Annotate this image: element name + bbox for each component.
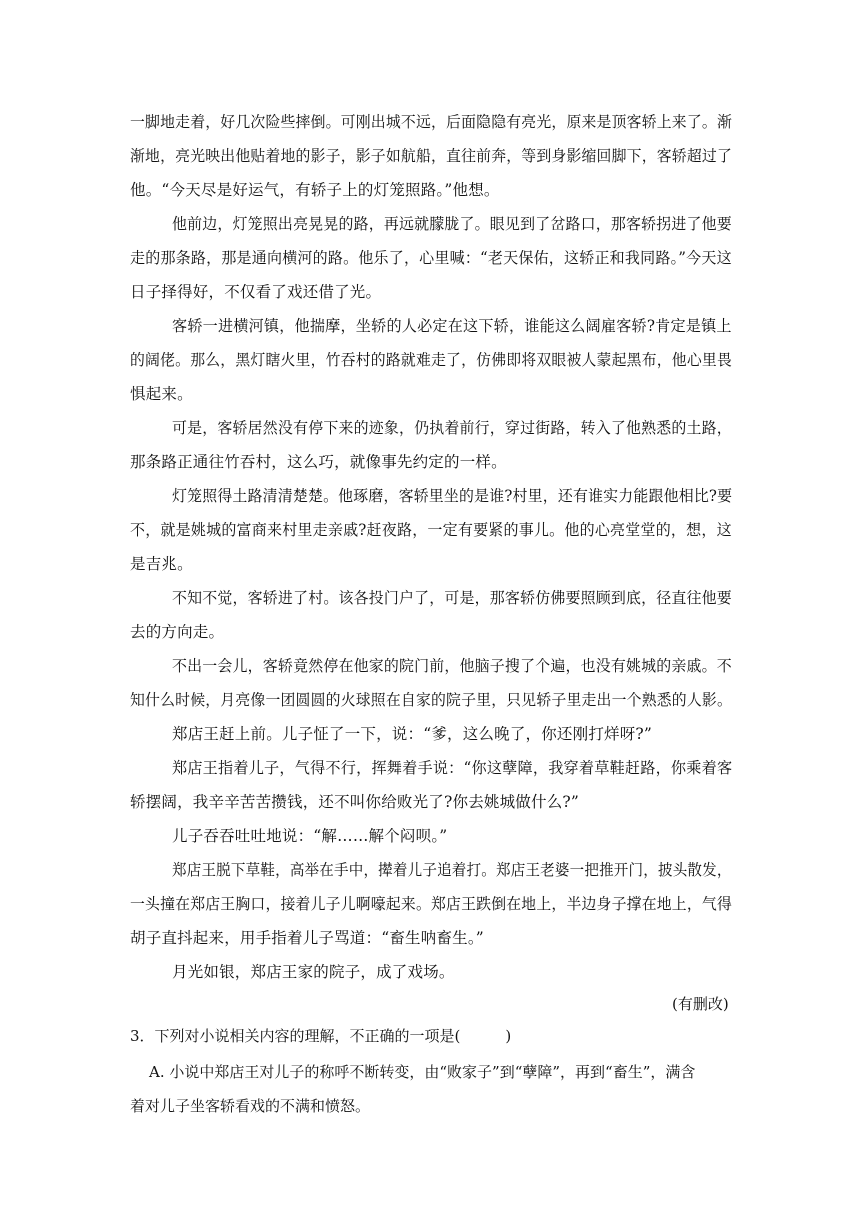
text-line: 郑店王赶上前。儿子怔了一下，说：“爹，这么晚了，你还刚打烊呀?” — [172, 725, 653, 743]
text-line: 客轿一进横河镇，他揣摩，坐轿的人必定在这下轿，谁能这么阔雇客轿?肯定是镇上 — [172, 317, 732, 335]
text-line: 知什么时候，月亮像一团圆圆的火球照在自家的院子里，只见轿子里走出一个熟悉的人影。 — [130, 691, 733, 709]
text-line: 走的那条路，那是通向横河的路。他乐了，心里喊：“老天保佑，这轿正和我同路。”今天这 — [130, 249, 732, 267]
text-line: 不知不觉，客轿进了村。该各投门户了，可是，那客轿仿佛要照顾到底，径直往他要 — [172, 589, 732, 607]
text-line: 一头撞在郑店王胸口，接着儿子儿啊嚎起来。郑店王跌倒在地上，半边身子撑在地上，气得 — [130, 895, 733, 913]
text-line: 郑店王指着儿子，气得不行，挥舞着手说：“你这孽障，我穿着草鞋赶路，你乘着客 — [172, 759, 733, 777]
text-line: 儿子吞吞吐吐地说：“解……解个闷呗。” — [172, 827, 448, 845]
text-line: 可是，客轿居然没有停下来的迹象，仍执着前行，穿过街路，转入了他熟悉的土路， — [172, 419, 732, 437]
text-line: 他。“今天尽是好运气，有轿子上的灯笼照路。”他想。 — [130, 181, 500, 199]
text-line: 胡子直抖起来，用手指着儿子骂道：“畜生呐畜生。” — [130, 929, 484, 947]
text-line: 灯笼照得土路清清楚楚。他琢磨，客轿里坐的是谁?村里，还有谁实力能跟他相比?要 — [172, 487, 733, 505]
question-stem: 3．下列对小说相关内容的理解，不正确的一项是( ) — [130, 1027, 512, 1045]
text-line: 去的方向走。 — [130, 623, 225, 641]
text-line: 不出一会儿，客轿竟然停在他家的院门前，他脑子搜了个遍，也没有姚城的亲戚。不 — [172, 657, 732, 675]
text-line: 轿摆阔，我辛辛苦苦攒钱，还不叫你给败光了?你去姚城做什么?” — [130, 793, 580, 811]
option-a-line: A. 小说中郑店王对儿子的称呼不断转变，由“败家子”到“孽障”，再到“畜生”，满含 — [149, 1063, 696, 1081]
text-line: 郑店王脱下草鞋，高举在手中，撵着儿子追着打。郑店王老婆一把推开门，披头散发， — [172, 861, 732, 879]
text-line: 是吉兆。 — [130, 555, 193, 573]
text-line: 渐地，亮光映出他贴着地的影子，影子如航船，直往前奔，等到身影缩回脚下，客轿超过了 — [130, 147, 733, 165]
source-note: (有删改) — [672, 995, 729, 1013]
text-line: 他前边，灯笼照出亮晃晃的路，再远就朦胧了。眼见到了岔路口，那客轿拐进了他要 — [172, 215, 732, 233]
text-line: 日子择得好，不仅看了戏还借了光。 — [130, 283, 382, 301]
text-line: 惧起来。 — [130, 385, 193, 403]
text-line: 那条路正通往竹吞村，这么巧，就像事先约定的一样。 — [130, 453, 507, 471]
text-line: 的阔佬。那么，黑灯瞎火里，竹吞村的路就难走了，仿佛即将双眼被人蒙起黑布，他心里畏 — [130, 351, 733, 369]
text-line: 不，就是姚城的富商来村里走亲戚?赶夜路，一定有要紧的事儿。他的心亮堂堂的，想，这 — [130, 521, 732, 539]
text-line: 一脚地走着，好几次险些摔倒。可刚出城不远，后面隐隐有亮光，原来是顶客轿上来了。渐 — [130, 113, 733, 131]
text-line: 月光如银，郑店王家的院子，成了戏场。 — [172, 963, 455, 981]
option-a-line: 着对儿子坐客轿看戏的不满和愤怒。 — [130, 1097, 371, 1115]
